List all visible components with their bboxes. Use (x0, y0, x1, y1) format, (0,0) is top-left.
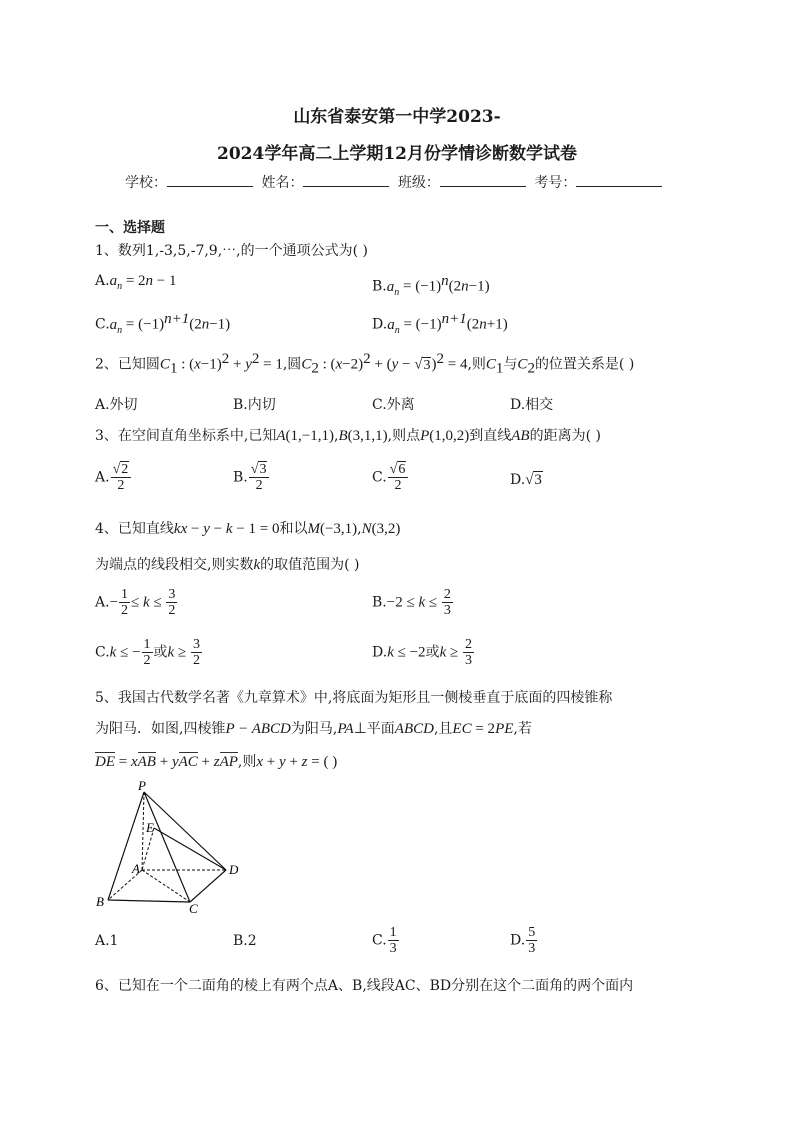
question-4-option-a: A.− $\frac{1}{2}$ ≤ k ≤ $\frac{3}{2}$ (95, 587, 176, 618)
exam-number-blank (576, 172, 662, 187)
question-2-stem: 2、已知圆$C_1$ : $(x-1)^2 + y^2 = 1$,圆$C_2$ : $(x-2)^2 + (y - √3)^2 = 4$,则$C_1$与$C_2$的位置关系是( ) (95, 351, 635, 377)
label-d: D (229, 862, 239, 877)
edge-cd (190, 870, 226, 902)
label-a: A (132, 861, 140, 876)
question-3-option-a: A. $\frac{√2}{2}$ (95, 462, 132, 493)
question-2-option-a: A.外切 (95, 397, 138, 413)
label-b: B (96, 894, 104, 909)
question-5-stem-line2: 为阳马．如图,四棱锥P − ABCD为阳马,PA⊥平面ABCD,且EC = 2PE,若 (95, 721, 532, 737)
question-4-option-b: B.−2 ≤ k ≤ $\frac{2}{3}$ (372, 587, 451, 618)
exam-title-line1: 山东省泰安第一中学2023- (293, 107, 501, 127)
question-5-option-d: D. $\frac{5}{3}$ (510, 925, 536, 956)
question-1-stem: 1、数列1,-3,5,-7,9,⋯,的一个通项公式为( ) (95, 243, 368, 259)
pyramid-figure (92, 780, 252, 915)
edge-pd (144, 792, 226, 870)
question-4-stem-line2: 为端点的线段相交,则实数k的取值范围为( ) (95, 557, 360, 573)
school-label: 学校： (125, 175, 167, 191)
exam-number-label: 考号： (534, 175, 577, 191)
label-c: C (189, 901, 198, 915)
question-2-option-c: C.外离 (372, 397, 415, 413)
question-4-option-d: D.k ≤ −2或k ≥ $\frac{2}{3}$ (372, 637, 472, 668)
question-4-stem-line1: 4、已知直线kx − y − k − 1 = 0和以M(−3,1),N(3,2) (95, 521, 401, 537)
student-info-row (125, 172, 666, 192)
question-2-option-b: B.内切 (233, 397, 276, 413)
question-3-option-c: C. $\frac{√6}{2}$ (372, 462, 409, 493)
label-p: P (138, 780, 146, 793)
question-5-option-c: C. $\frac{1}{3}$ (372, 925, 397, 956)
name-blank (303, 172, 389, 187)
question-1-option-a: $A.a_n = 2n - 1$ (95, 273, 177, 292)
name-label: 姓名： (261, 175, 304, 191)
question-5-option-b: B.2 (233, 933, 257, 949)
question-5-stem-line3: DE = xAB + yAC + zAP,则x + y + z = ( ) (95, 754, 338, 770)
school-blank (167, 172, 253, 187)
question-1-option-c: $C.a_n = (-1)^{n+1}(2n-1)$ (95, 311, 231, 336)
question-3-option-b: B. $\frac{√3}{2}$ (233, 462, 270, 493)
edge-bc (108, 900, 190, 902)
question-2-option-d: D.相交 (510, 397, 554, 413)
section-title: 一、选择题 (95, 220, 165, 236)
class-blank (440, 172, 526, 187)
question-5-option-a: A.1 (95, 933, 119, 949)
edge-ed (154, 828, 226, 870)
question-5-stem-line1: 5、我国古代数学名著《九章算术》中,将底面为矩形且一侧棱垂直于底面的四棱锥称 (95, 690, 613, 706)
question-1-option-b: $B.a_n = (-1)^n(2n-1)$ (372, 273, 490, 298)
question-6-stem: 6、已知在一个二面角的棱上有两个点A、B,线段AC、BD分别在这个二面角的两个面内 (95, 978, 634, 994)
question-3-option-d: D.√3 (510, 472, 542, 488)
class-label: 班级： (397, 175, 440, 191)
edge-pc (144, 792, 190, 902)
question-4-option-c: C.k ≤ − $\frac{1}{2}$ 或k ≥ $\frac{3}{2}$ (95, 637, 200, 668)
edge-pa (142, 792, 144, 870)
exam-title-line2: 2024学年高二上学期12月份学情诊断数学试卷 (217, 144, 577, 164)
question-1-option-d: $D.a_n = (-1)^{n+1}(2n+1)$ (372, 311, 508, 336)
label-e: E (146, 820, 154, 835)
question-3-stem: 3、在空间直角坐标系中,已知A(1,−1,1),B(3,1,1),则点P(1,0,2)到直线AB的距离为( ) (95, 428, 601, 444)
